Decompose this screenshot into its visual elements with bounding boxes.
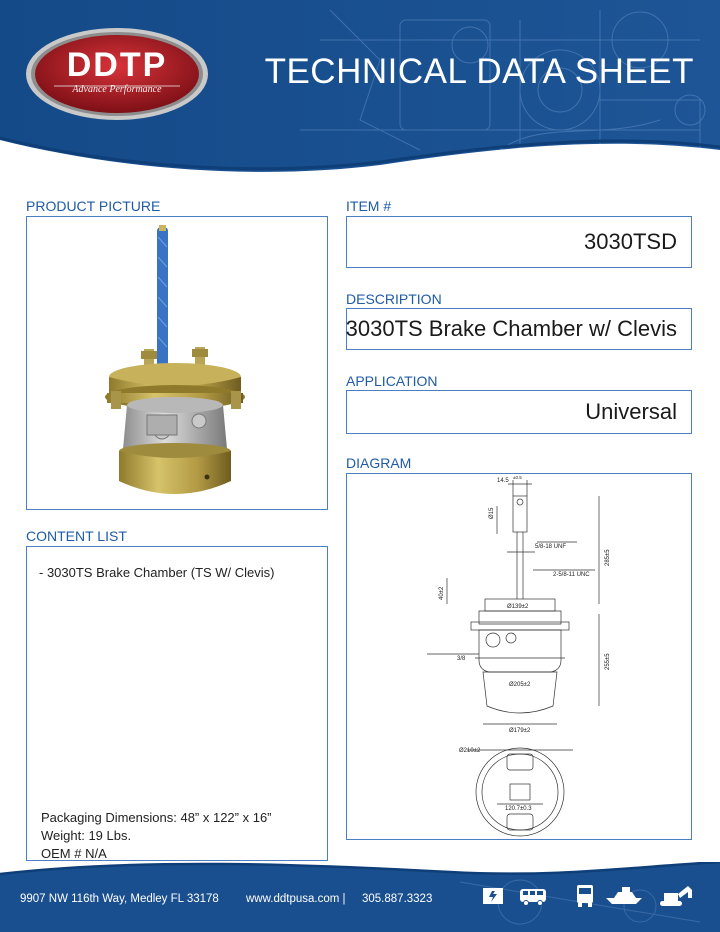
weight: Weight: 19 Lbs. [41,828,132,843]
dim-285: 285±5 [605,549,611,566]
dim-d210: Ø210±2 [459,748,481,754]
product-picture-box [26,216,328,510]
diagram-box [346,473,692,840]
packaging-dimensions: Packaging Dimensions: 48” x 122” x 16” [41,810,272,825]
logo-subtitle: Advance Performance [72,84,162,95]
dim-120-7: 120.7±0.3 [505,806,532,812]
diagram-label: DIAGRAM [346,455,412,471]
dim-d205: Ø205±2 [509,682,531,688]
page-title: TECHNICAL DATA SHEET [264,52,694,91]
truck-icon [574,882,596,908]
dim-d15: Ø15 [489,507,495,519]
boat-icon [604,882,644,908]
description-label: DESCRIPTION [346,291,442,307]
item-number: 3030TSD [584,229,677,254]
description-value: 3030TS Brake Chamber w/ Clevis [345,316,677,341]
dim-3-8: 3/8 [457,656,466,662]
brake-chamber-image [27,217,327,509]
dim-14-5: 14.5 [497,478,509,484]
dim-14-5-tol: ±0.5 [513,475,522,480]
product-picture-label: PRODUCT PICTURE [26,198,161,214]
logo-title: DDTP [66,46,168,84]
description-box [346,308,692,350]
dim-40: 40±2 [439,586,445,600]
bus-icon [518,882,548,908]
footer [0,862,720,932]
content-list-label: CONTENT LIST [26,528,127,544]
dim-255: 255±5 [605,653,611,670]
footer-address: 9907 NW 116th Way, Medley FL 33178 [20,893,219,905]
footer-phone[interactable]: 305.887.3323 [362,893,433,905]
content-list-box [26,546,328,861]
item-box [346,216,692,268]
excavator-icon [656,882,696,908]
oem-number: OEM # N/A [41,846,107,861]
generator-icon [480,882,506,908]
dim-5-8-18-unf: 5/8-18 UNF [535,544,567,550]
header [0,0,720,185]
dim-2-5-8-11-unc: 2-5/8-11 UNC [553,572,590,578]
application-box [346,390,692,434]
application-value: Universal [585,399,677,424]
dim-d139: Ø139±2 [507,604,529,610]
content-item: - 3030TS Brake Chamber (TS W/ Clevis) [39,565,275,580]
logo [24,26,210,122]
dim-d179: Ø179±2 [509,728,531,734]
technical-drawing [347,474,691,839]
item-label: ITEM # [346,198,392,214]
application-label: APPLICATION [346,373,438,389]
footer-website[interactable]: www.ddtpusa.com | [246,893,346,905]
